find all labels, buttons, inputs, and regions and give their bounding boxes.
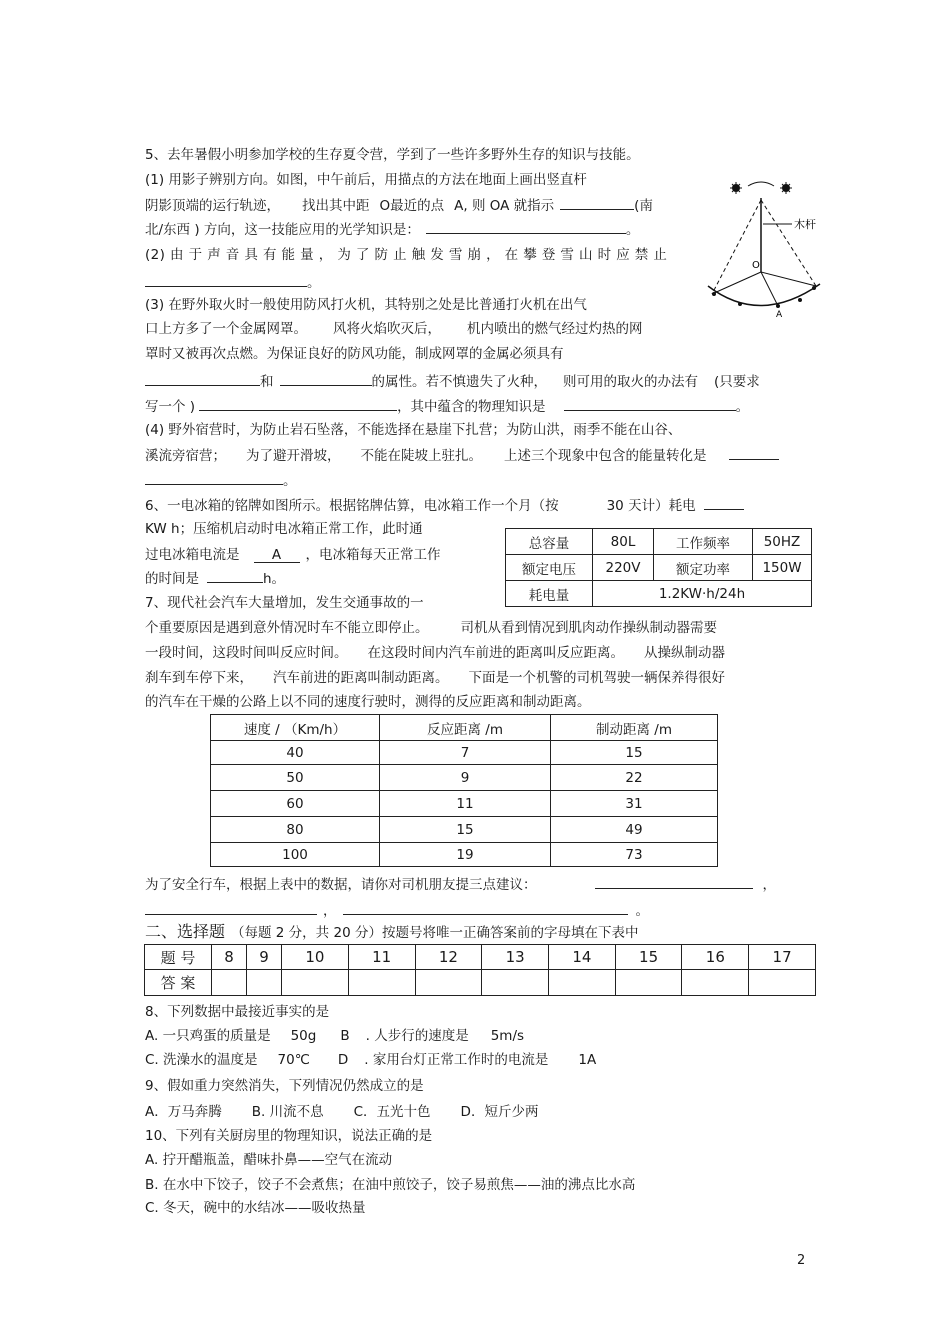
sun-path-arrow [748,182,774,186]
table-cell: 额定功率 [654,555,753,581]
option-b: B. 川流不息 [251,1104,324,1120]
q5-part2-line1: (2) 由 于 声 音 具 有 能 量 ， 为 了 防 止 触 发 雪 崩 ， 在 攀 登 雪 山 时 应 禁 止 [145,247,668,263]
answer-cell[interactable] [482,970,549,996]
q10-option-a: A. 拧开醋瓶盖，醋味扑鼻——空气在流动 [145,1152,393,1168]
answer-blank[interactable] [343,900,628,915]
answer-blank[interactable] [207,568,263,583]
text: ， [762,877,776,893]
q8-stem: 8、下列数据中最接近事实的是 [145,1004,330,1020]
text: 6、一电冰箱的铭牌如图所示。根据铭牌估算，电冰箱工作一个月（按 [145,498,559,514]
q5-part3-line3: 罩时又被再次点燃。为保证良好的防风功能，制成网罩的金属必须具有 [145,346,564,362]
table-row [506,581,812,607]
question-number: 14 [549,945,616,970]
shadow-line [712,272,761,294]
answer-blank[interactable] [426,219,626,234]
answer-cell[interactable] [348,970,415,996]
table-cell: 1.2KW·h/24h [593,581,812,607]
q10-option-c: C. 冬天，碗中的水结冰——吸收热量 [145,1200,366,1216]
text: 机内喷出的燃气经过灼热的网 [467,321,643,337]
table-cell: 73 [551,843,718,867]
q5-part3-line2 [145,320,643,338]
shadow-line [761,272,816,286]
table-row [211,843,718,867]
text: (南 [634,198,653,214]
text: ，电冰箱每天正常工作 [305,547,441,563]
q7-advice-line2 [145,900,649,920]
q5-part4-line2 [145,445,779,465]
text: 阴影顶端的运行轨迹， [145,198,280,214]
table-cell: 220V [593,555,654,581]
table-cell: 50HZ [753,529,812,555]
answer-blank[interactable] [704,495,744,510]
q7-line3 [145,644,725,662]
table-cell: 工作频率 [654,529,753,555]
shadow-diagram [700,176,830,321]
q5-part1-line3 [145,219,639,239]
table-cell: 80 [211,817,380,843]
answer-cell[interactable] [247,970,282,996]
option-c: C. 洗澡水的温度是 [145,1052,258,1068]
q8-options-cd [145,1051,596,1069]
text: A, 则 OA 就指示 [454,198,555,214]
table-row [506,555,812,581]
q6-line3 [145,546,441,564]
option-b-value: 5m/s [490,1028,525,1044]
trace-point [812,286,816,290]
question-number: 12 [415,945,482,970]
text: 在这段时间内汽车前进的距离叫反应距离。 [367,645,624,661]
fridge-nameplate-table [505,528,812,607]
q6-line1 [145,495,744,515]
row-label: 题 号 [145,945,212,970]
section-desc: （每题 2 分，共 20 分）按题号将唯一正确答案前的字母填在下表中 [231,925,639,941]
answer-cell[interactable] [212,970,247,996]
text: 风将火焰吹灭后， [333,321,441,337]
option-d-letter: D [337,1052,349,1068]
q5-part3-line5 [145,396,749,416]
q10-stem: 10、下列有关厨房里的物理知识，说法正确的是 [145,1128,433,1144]
answer-cell[interactable] [682,970,749,996]
answer-unit: A [271,547,282,563]
answer-blank[interactable] [145,470,283,485]
text: 30 天计）耗电 [606,498,696,514]
table-header-row [211,715,718,741]
page-number: 2 [797,1253,806,1268]
text: 写一个 ) [145,399,196,415]
text: 过电冰箱电流是 [145,547,240,563]
section-title: 二、选择题 [145,922,226,941]
table-cell: 15 [380,817,551,843]
table-cell: 31 [551,791,718,817]
question-number: 17 [749,945,816,970]
answer-blank[interactable] [145,900,317,915]
sunray-line [761,200,816,286]
text: 刹车到车停下来， [145,670,253,686]
text: O最近的点 [379,198,445,214]
q7-line2 [145,619,717,637]
option-a: A. 一只鸡蛋的质量是 [145,1028,271,1044]
point-o-label: O [752,260,760,271]
table-cell: 11 [380,791,551,817]
answer-blank[interactable] [199,396,397,411]
q9-stem: 9、假如重力突然消失，下列情况仍然成立的是 [145,1078,424,1094]
question-number: 16 [682,945,749,970]
table-cell: 15 [551,741,718,765]
table-cell: 9 [380,765,551,791]
table-cell: 总容量 [506,529,593,555]
table-row [145,945,816,970]
table-cell: 额定电压 [506,555,593,581]
q6-line4 [145,568,285,588]
table-row [211,765,718,791]
text: ，其中蕴含的物理知识是 [397,399,546,415]
text: ， [323,903,337,919]
question-number: 8 [212,945,247,970]
answer-blank[interactable] [595,874,753,889]
text: 。 [625,222,640,238]
answer-blank[interactable] [145,371,260,386]
trace-point [798,298,802,302]
answer-blank[interactable] [145,272,307,287]
answer-cell[interactable] [549,970,616,996]
q5-part1-line1: (1) 用影子辨别方向。如图，中午前后，用描点的方法在地面上画出竖直杆 [145,172,587,188]
q9-options [145,1103,538,1121]
table-cell: 22 [551,765,718,791]
text: 的属性。若不慎遗失了火种， [371,374,547,390]
table-cell: 80L [593,529,654,555]
table-row [506,529,812,555]
option-a-value: 50g [290,1028,317,1044]
point-a-label: A [776,310,783,320]
text: 。 [307,275,321,291]
answer-grid-table [144,944,816,996]
text: 则可用的取火的办法有 [563,374,698,390]
sun-icon [780,182,792,194]
q7-advice-line [145,874,776,894]
question-number: 10 [282,945,349,970]
option-a: A．万马奔腾 [145,1104,222,1120]
braking-distance-table [210,714,718,867]
text: 。 [283,473,297,489]
text: 找出其中距 [302,198,370,214]
question-number: 15 [615,945,682,970]
table-cell: 100 [211,843,380,867]
pole-label: 木杆 [794,218,816,231]
option-d: . 家用台灯正常工作时的电流是 [364,1052,549,1068]
answer-blank[interactable] [560,195,634,210]
table-cell: 49 [551,817,718,843]
table-header: 反应距离 /m [380,715,551,741]
text: h。 [263,571,286,587]
table-cell: 50 [211,765,380,791]
text: 溪流旁宿营； [145,448,226,464]
text: (只要求 [714,374,760,390]
table-header: 制动距离 /m [551,715,718,741]
table-row [211,741,718,765]
shadow-trajectory [708,284,820,306]
option-b-letter: B [340,1028,350,1044]
text: 和 [260,374,274,390]
table-header: 速度 / （Km/h） [211,715,380,741]
table-cell: 19 [380,843,551,867]
answer-blank[interactable] [729,445,779,460]
text: 从操纵制动器 [644,645,725,661]
trace-point [738,302,742,306]
q10-option-b: B. 在水中下饺子，饺子不会煮焦；在油中煎饺子，饺子易煎焦——油的沸点比水高 [145,1177,636,1193]
q5-part4-line1: (4) 野外宿营时，为防止岩石坠落，不能选择在悬崖下扎营；为防山洪，雨季不能在山谷、 [145,422,682,438]
option-d-value: 1A [578,1052,597,1068]
table-row [211,791,718,817]
text: 个重要原因是遇到意外情况时车不能立即停止。 [145,620,429,636]
answer-blank[interactable] [254,548,300,563]
q7-line1: 7、现代社会汽车大量增加，发生交通事故的一 [145,595,424,611]
text: 为了避开滑坡， [246,448,341,464]
shadow-line [761,272,778,306]
q5-part2-line2 [145,272,321,292]
answer-blank[interactable] [564,396,736,411]
question-number: 11 [348,945,415,970]
trace-point [776,304,780,308]
option-c: C．五光十色 [353,1104,431,1120]
question-number: 13 [482,945,549,970]
q7-line4 [145,669,725,687]
sunray-line [712,200,761,294]
table-cell: 7 [380,741,551,765]
text: 司机从看到情况到肌肉动作操纵制动器需要 [460,620,717,636]
text: 下面是一个机警的司机驾驶一辆保养得很好 [468,670,725,686]
answer-cell[interactable] [415,970,482,996]
trace-point [712,292,716,296]
q5-part3-line4 [145,371,760,391]
answer-cell[interactable] [615,970,682,996]
q5-part4-line3 [145,470,297,490]
table-row [145,970,816,996]
row-label: 答 案 [145,970,212,996]
q5-part3-line1: (3) 在野外取火时一般使用防风打火机，其特别之处是比普通打火机在出气 [145,297,587,313]
text: 的时间是 [145,571,199,587]
answer-cell[interactable] [282,970,349,996]
q5-part1-line2 [145,195,653,215]
text: 一段时间，这段时间叫反应时间。 [145,645,348,661]
q5-intro: 5、去年暑假小明参加学校的生存夏令营，学到了一些许多野外生存的知识与技能。 [145,147,640,163]
text: 不能在陡坡上驻扎。 [360,448,482,464]
table-row [211,817,718,843]
option-d: D．短斤少两 [460,1104,539,1120]
answer-cell[interactable] [749,970,816,996]
text: 为了安全行车，根据上表中的数据，请你对司机朋友提三点建议： [145,877,537,893]
q6-line2: KW h；压缩机启动时电冰箱正常工作，此时通 [145,521,423,537]
text: 上述三个现象中包含的能量转化是 [504,448,707,464]
table-cell: 耗电量 [506,581,593,607]
answer-blank[interactable] [280,371,372,386]
text: 。 [735,399,750,415]
text: 汽车前进的距离叫制动距离。 [273,670,449,686]
section2-header [145,923,638,942]
sun-icon [730,182,742,194]
option-c-value: 70℃ [277,1052,310,1068]
table-cell: 40 [211,741,380,765]
q8-options-ab [145,1027,524,1045]
text: 。 [635,903,649,919]
text: 口上方多了一个金属网罩。 [145,321,307,337]
option-b: . 人步行的速度是 [365,1028,469,1044]
question-number: 9 [247,945,282,970]
table-cell: 60 [211,791,380,817]
q7-line5: 的汽车在干燥的公路上以不同的速度行驶时，测得的反应距离和制动距离。 [145,694,591,710]
table-cell: 150W [753,555,812,581]
text: 北/东西 ) 方向，这一技能应用的光学知识是： [145,222,420,238]
